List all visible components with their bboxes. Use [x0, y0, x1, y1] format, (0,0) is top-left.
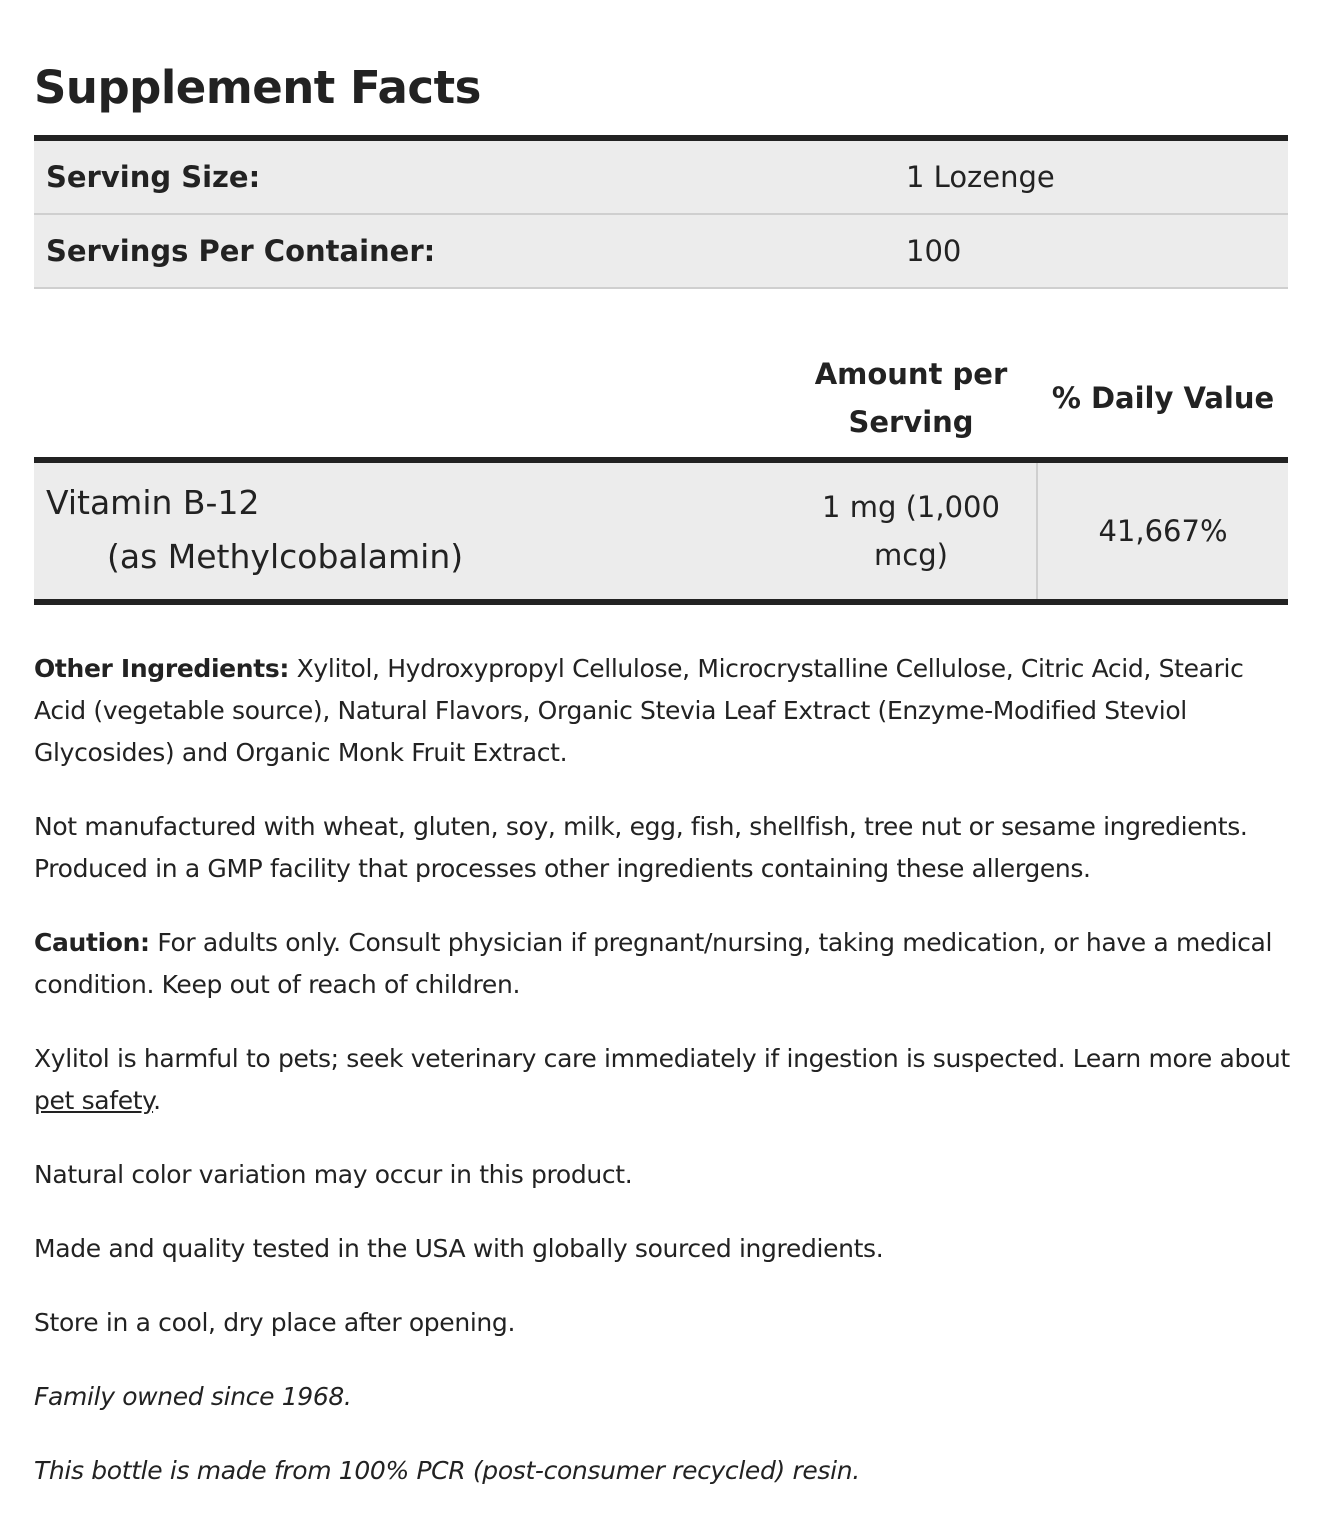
- storage-paragraph: Store in a cool, dry place after opening.: [34, 1308, 516, 1337]
- other-ingredients-paragraph: [34, 648, 1294, 774]
- caution-text: For adults only. Consult physician if pregnant/nursing, taking medication, or have a medical condition. Keep out of reach of children.: [34, 928, 1273, 999]
- bottle-note-paragraph: This bottle is made from 100% PCR (post-consumer recycled) resin.: [34, 1456, 860, 1485]
- amount-header-line1: Amount per: [814, 357, 1008, 391]
- serving-size-label: Serving Size:: [46, 160, 261, 194]
- caution-paragraph: [34, 922, 1294, 1006]
- allergen-paragraph: Not manufactured with wheat, gluten, soy, milk, egg, fish, shellfish, tree nut or sesame ingredients. Produced in a GMP facility that processes other ingredients containing these allergens.: [34, 812, 1248, 883]
- caution-label: Caution:: [34, 928, 150, 957]
- servings-per-container-value: 100: [906, 234, 962, 268]
- serving-size-value: 1 Lozenge: [906, 160, 1055, 194]
- xylitol-warning-end: .: [153, 1086, 161, 1115]
- xylitol-warning-text: Xylitol is harmful to pets; seek veterinary care immediately if ingestion is suspected. Learn more about: [34, 1044, 1290, 1073]
- pet-safety-link[interactable]: pet safety: [34, 1086, 154, 1115]
- nutrient-row: [34, 457, 1288, 605]
- daily-value-header: % Daily Value: [1051, 381, 1275, 415]
- made-in-usa-paragraph: Made and quality tested in the USA with globally sourced ingredients.: [34, 1234, 884, 1263]
- color-variation-paragraph: Natural color variation may occur in this product.: [34, 1160, 633, 1189]
- other-ingredients-text: Xylitol, Hydroxypropyl Cellulose, Microcrystalline Cellulose, Citric Acid, Stearic Acid (vegetable source), Natural Flavors, Organic Stevia Leaf Extract (Enzyme-Modified Steviol Glycosides) and Organic Monk Fruit Extract.: [34, 654, 1244, 767]
- servings-per-container-row: [34, 215, 1288, 289]
- servings-per-container-label: Servings Per Container:: [46, 234, 436, 268]
- serving-size-row: [34, 141, 1288, 215]
- page-title: Supplement Facts: [34, 61, 481, 114]
- nutrient-amount: [786, 483, 1036, 579]
- nutrient-form: (as Methylcobalamin): [107, 537, 464, 576]
- amount-per-serving-header: [786, 350, 1036, 446]
- other-ingredients-label: Other Ingredients:: [34, 654, 290, 683]
- nutrient-name: Vitamin B-12: [46, 483, 260, 522]
- amount-header-line2: Serving: [848, 405, 974, 439]
- nutrient-daily-value: 41,667%: [1098, 514, 1228, 548]
- product-notes: [34, 648, 1294, 1524]
- serving-table: [34, 135, 1288, 289]
- nutrient-amount-line2: mcg): [874, 538, 948, 572]
- xylitol-warning-paragraph: [34, 1038, 1294, 1122]
- family-owned-paragraph: Family owned since 1968.: [34, 1382, 352, 1411]
- nutrient-amount-line1: 1 mg (1,000: [822, 490, 1000, 524]
